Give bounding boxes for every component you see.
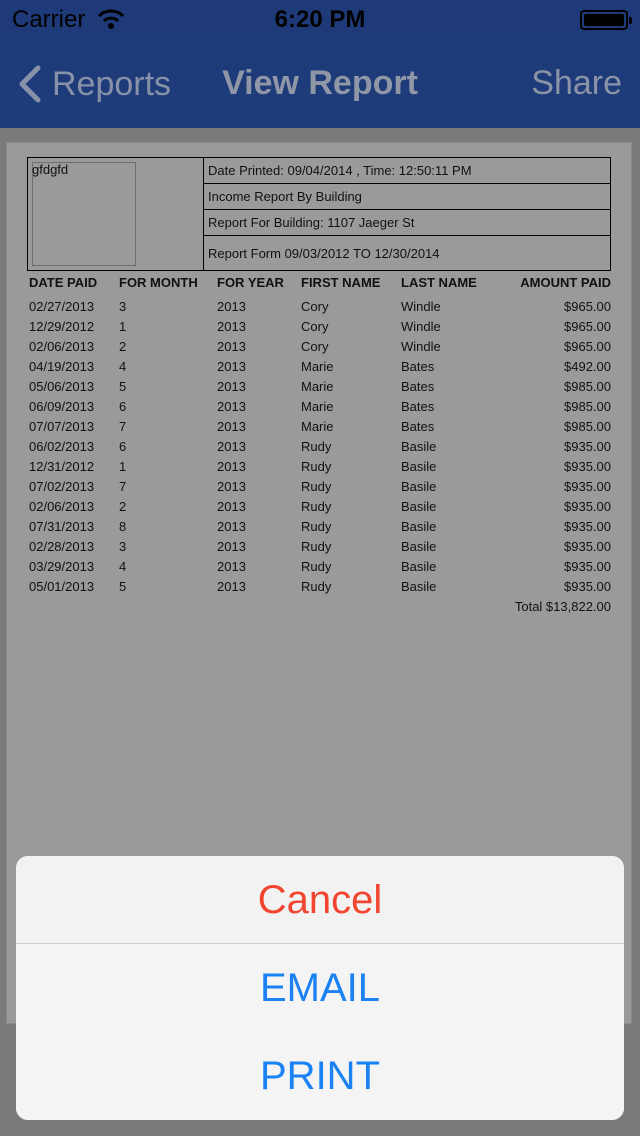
table-cell: Cory xyxy=(301,299,329,314)
table-cell: $985.00 xyxy=(564,379,611,394)
logo-cell xyxy=(28,158,204,270)
table-cell: 04/19/2013 xyxy=(29,359,95,374)
table-cell: $935.00 xyxy=(564,499,611,514)
table-cell: 4 xyxy=(119,559,127,574)
share-button[interactable]: Share xyxy=(531,64,622,102)
table-cell: $935.00 xyxy=(564,439,611,454)
column-header: FIRST NAME xyxy=(301,275,381,290)
income-table xyxy=(29,273,611,617)
table-cell: 2013 xyxy=(217,439,246,454)
table-cell: Rudy xyxy=(301,539,332,554)
table-row xyxy=(29,437,611,457)
table-cell: $935.00 xyxy=(564,519,611,534)
table-cell: 5 xyxy=(119,579,127,594)
table-cell: $985.00 xyxy=(564,399,611,414)
logo-text: gfdgfd xyxy=(32,162,69,177)
table-cell: $935.00 xyxy=(564,539,611,554)
table-cell: 2 xyxy=(119,339,127,354)
table-cell: Rudy xyxy=(301,439,332,454)
table-cell: Rudy xyxy=(301,519,332,534)
column-header: FOR YEAR xyxy=(217,275,284,290)
table-cell: 2013 xyxy=(217,539,246,554)
table-cell: 02/06/2013 xyxy=(29,499,95,514)
navigation-bar xyxy=(0,40,640,128)
table-cell: 5 xyxy=(119,379,127,394)
table-row xyxy=(29,377,611,397)
app-header xyxy=(0,0,640,128)
table-cell: $965.00 xyxy=(564,339,611,354)
table-cell: 2013 xyxy=(217,579,246,594)
table-cell: Cory xyxy=(301,339,329,354)
table-cell: Basile xyxy=(401,579,437,594)
table-cell: 6 xyxy=(119,439,127,454)
carrier-label: Carrier xyxy=(12,6,86,33)
table-cell: 03/29/2013 xyxy=(29,559,95,574)
table-cell: 02/28/2013 xyxy=(29,539,95,554)
table-cell: Marie xyxy=(301,399,334,414)
table-cell: Basile xyxy=(401,459,437,474)
table-cell: 06/02/2013 xyxy=(29,439,95,454)
status-time: 6:20 PM xyxy=(274,6,366,33)
table-cell: 6 xyxy=(119,399,127,414)
table-cell: Rudy xyxy=(301,559,332,574)
table-cell: $935.00 xyxy=(564,559,611,574)
back-label: Reports xyxy=(52,64,172,103)
report-building: Report For Building: 1107 Jaeger St xyxy=(204,210,610,236)
table-cell: Bates xyxy=(401,359,435,374)
table-cell: 2013 xyxy=(217,559,246,574)
table-row xyxy=(29,317,611,337)
table-cell: Bates xyxy=(401,399,435,414)
table-cell: 05/01/2013 xyxy=(29,579,95,594)
report-name: Income Report By Building xyxy=(204,184,610,210)
table-cell: 2013 xyxy=(217,379,246,394)
table-cell: Basile xyxy=(401,519,437,534)
table-row xyxy=(29,457,611,477)
table-cell: Basile xyxy=(401,479,437,494)
table-row xyxy=(29,297,611,317)
table-cell: $965.00 xyxy=(564,319,611,334)
table-row xyxy=(29,357,611,377)
table-cell: Windle xyxy=(401,339,441,354)
table-cell: 07/02/2013 xyxy=(29,479,95,494)
date-printed: Date Printed: 09/04/2014 , Time: 12:50:11 PM xyxy=(204,158,610,184)
table-cell: 12/29/2012 xyxy=(29,319,95,334)
table-cell: 12/31/2012 xyxy=(29,459,95,474)
status-bar xyxy=(0,0,640,40)
page-title: View Report xyxy=(222,64,418,102)
table-cell: Basile xyxy=(401,559,437,574)
table-cell: 2013 xyxy=(217,359,246,374)
table-header xyxy=(29,273,611,297)
table-cell: 7 xyxy=(119,479,127,494)
table-cell: Basile xyxy=(401,539,437,554)
table-cell: Basile xyxy=(401,499,437,514)
table-cell: 02/27/2013 xyxy=(29,299,95,314)
table-row xyxy=(29,537,611,557)
table-cell: 7 xyxy=(119,419,127,434)
report-header xyxy=(27,157,611,271)
action-sheet xyxy=(16,856,624,1120)
table-row xyxy=(29,517,611,537)
table-cell: 02/06/2013 xyxy=(29,339,95,354)
table-cell: 1 xyxy=(119,459,127,474)
table-row xyxy=(29,477,611,497)
table-cell: Cory xyxy=(301,319,329,334)
total-amount: Total $13,822.00 xyxy=(514,599,611,614)
table-row xyxy=(29,497,611,517)
table-cell: 4 xyxy=(119,359,127,374)
print-button[interactable]: PRINT xyxy=(16,1032,624,1120)
table-cell: 2013 xyxy=(217,419,246,434)
table-cell: 2013 xyxy=(217,519,246,534)
cancel-button[interactable]: Cancel xyxy=(16,856,624,944)
report-info xyxy=(204,158,610,270)
email-button[interactable]: EMAIL xyxy=(16,944,624,1032)
table-row xyxy=(29,577,611,597)
table-cell: $935.00 xyxy=(564,459,611,474)
table-cell: 1 xyxy=(119,319,127,334)
table-cell: 05/06/2013 xyxy=(29,379,95,394)
battery-icon xyxy=(580,10,628,30)
table-cell: Marie xyxy=(301,379,334,394)
table-row xyxy=(29,557,611,577)
table-cell: Rudy xyxy=(301,499,332,514)
table-cell: $965.00 xyxy=(564,299,611,314)
table-body xyxy=(29,297,611,597)
table-cell: 2013 xyxy=(217,299,246,314)
column-header: FOR MONTH xyxy=(119,275,198,290)
table-cell: Windle xyxy=(401,299,441,314)
table-cell: Rudy xyxy=(301,579,332,594)
table-cell: 2013 xyxy=(217,499,246,514)
table-row xyxy=(29,417,611,437)
table-cell: 2013 xyxy=(217,319,246,334)
table-cell: 3 xyxy=(119,299,127,314)
table-cell: 2013 xyxy=(217,339,246,354)
column-header: LAST NAME xyxy=(401,275,477,290)
table-cell: Bates xyxy=(401,419,435,434)
report-viewer xyxy=(0,128,640,1136)
logo-placeholder xyxy=(32,162,136,266)
table-cell: 2 xyxy=(119,499,127,514)
table-cell: 8 xyxy=(119,519,127,534)
report-range: Report Form 09/03/2012 TO 12/30/2014 xyxy=(208,246,440,261)
table-cell: 2013 xyxy=(217,399,246,414)
table-row xyxy=(29,397,611,417)
table-cell: 07/07/2013 xyxy=(29,419,95,434)
table-cell: Basile xyxy=(401,439,437,454)
table-cell: Rudy xyxy=(301,479,332,494)
table-cell: Windle xyxy=(401,319,441,334)
table-cell: Rudy xyxy=(301,459,332,474)
table-cell: 2013 xyxy=(217,479,246,494)
table-cell: 06/09/2013 xyxy=(29,399,95,414)
table-cell: Bates xyxy=(401,379,435,394)
column-header: DATE PAID xyxy=(29,275,98,290)
table-cell: $935.00 xyxy=(564,579,611,594)
column-header: AMOUNT PAID xyxy=(520,275,611,290)
table-row xyxy=(29,337,611,357)
table-cell: 07/31/2013 xyxy=(29,519,95,534)
table-cell: Marie xyxy=(301,359,334,374)
table-cell: Marie xyxy=(301,419,334,434)
table-cell: 3 xyxy=(119,539,127,554)
table-cell: 2013 xyxy=(217,459,246,474)
table-cell: $492.00 xyxy=(564,359,611,374)
table-cell: $985.00 xyxy=(564,419,611,434)
table-cell: $935.00 xyxy=(564,479,611,494)
